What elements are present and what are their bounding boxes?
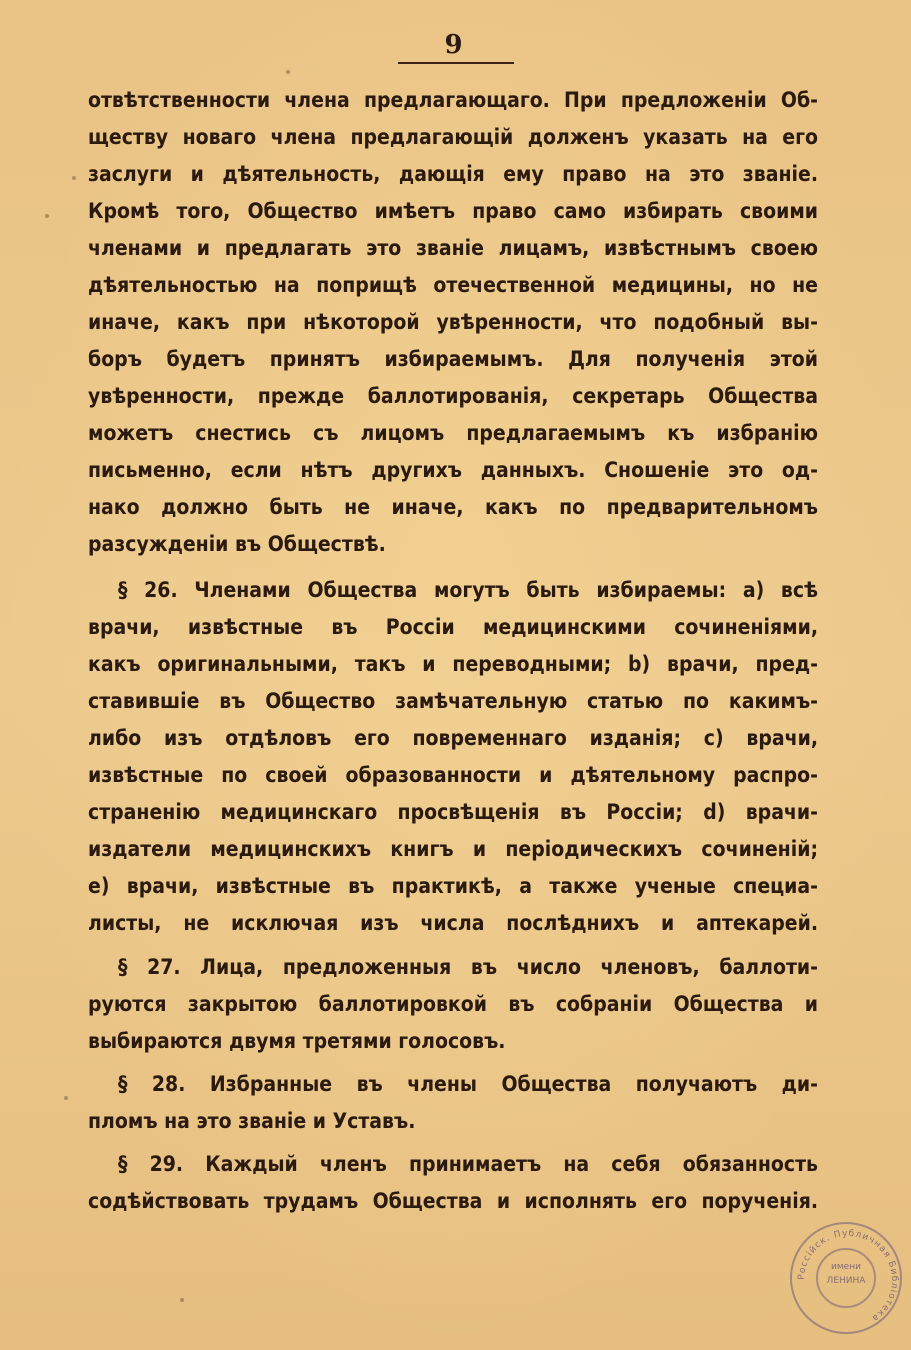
- paper-speck: [286, 70, 290, 74]
- text-line: разсужденіи въ Обществѣ.: [88, 532, 386, 556]
- text-line: можетъ снестись съ лицомъ предлагаемымъ къ избранію: [88, 421, 818, 445]
- text-line: либо изъ отдѣловъ его повременнаго изданія; c) врачи,: [88, 726, 818, 750]
- text-line: содѣйствовать трудамъ Общества и исполнять его порученія.: [88, 1189, 818, 1213]
- text-line: пломъ на это званіе и Уставъ.: [88, 1109, 416, 1133]
- page-number: 9: [444, 30, 464, 60]
- text-line: письменно, если нѣтъ другихъ данныхъ. Сношеніе это од-: [88, 458, 818, 482]
- text-line: увѣренности, прежде баллотированія, секретарь Общества: [88, 384, 818, 408]
- text-line: e) врачи, извѣстные въ практикѣ, а также ученые специа-: [88, 874, 818, 898]
- text-line: ставившіе въ Общество замѣчательную статью по какимъ-: [88, 689, 818, 713]
- text-line: членами и предлагать это званіе лицамъ, извѣстнымъ своею: [88, 236, 818, 260]
- text-line: дѣятельностью на поприщѣ отечественной медицины, но не: [88, 273, 818, 297]
- section-26-heading-line: § 26. Членами Общества могутъ быть избираемы: a) всѣ: [118, 578, 818, 602]
- text-line: Кромѣ того, Общество имѣетъ право само избирать своими: [88, 199, 818, 223]
- stamp-center-bottom: ЛЕНИНА: [826, 1276, 866, 1286]
- paper-speck: [180, 1298, 184, 1302]
- paper-speck: [72, 176, 76, 180]
- paper-speck: [45, 214, 49, 218]
- text-line: какъ оригинальными, такъ и переводными; b) врачи, пред-: [88, 652, 818, 676]
- paper-speck: [64, 1096, 68, 1100]
- stamp-center-top: имени: [831, 1262, 861, 1272]
- text-line: листы, не исключая изъ числа послѣднихъ и аптекарей.: [88, 911, 818, 935]
- text-line: нако должно быть не иначе, какъ по предварительномъ: [88, 495, 818, 519]
- text-line: иначе, какъ при нѣкоторой увѣренности, что подобный вы-: [88, 310, 818, 334]
- text-line: руются закрытою баллотировкой въ собраніи Общества и: [88, 992, 818, 1016]
- section-27-heading-line: § 27. Лица, предложенныя въ число членовъ, баллоти-: [118, 955, 818, 979]
- text-line: отвѣтственности члена предлагающаго. При предложеніи Об-: [88, 88, 818, 112]
- section-29-heading-line: § 29. Каждый членъ принимаетъ на себя обязанность: [118, 1152, 818, 1176]
- text-line: выбираются двумя третями голосовъ.: [88, 1029, 506, 1053]
- library-stamp: [790, 1222, 902, 1334]
- text-line: страненію медицинскаго просвѣщенія въ Россіи; d) врачи-: [88, 800, 818, 824]
- page-number-rule: [398, 62, 514, 64]
- stamp-ring-text: Россійск. Публичная Библіотека: [796, 1228, 900, 1324]
- text-line: ществу новаго члена предлагающій долженъ указать на его: [88, 125, 818, 149]
- section-28-heading-line: § 28. Избранные въ члены Общества получаютъ ди-: [118, 1072, 818, 1096]
- stamp-center-text: [816, 1260, 876, 1288]
- text-line: издатели медицинскихъ книгъ и періодическихъ сочиненій;: [88, 837, 818, 861]
- text-line: врачи, извѣстные въ Россіи медицинскими сочиненіями,: [88, 615, 818, 639]
- text-line: боръ будетъ принятъ избираемымъ. Для полученія этой: [88, 347, 818, 371]
- text-line: извѣстные по своей образованности и дѣятельному распро-: [88, 763, 818, 787]
- text-line: заслуги и дѣятельность, дающія ему право на это званіе.: [88, 162, 818, 186]
